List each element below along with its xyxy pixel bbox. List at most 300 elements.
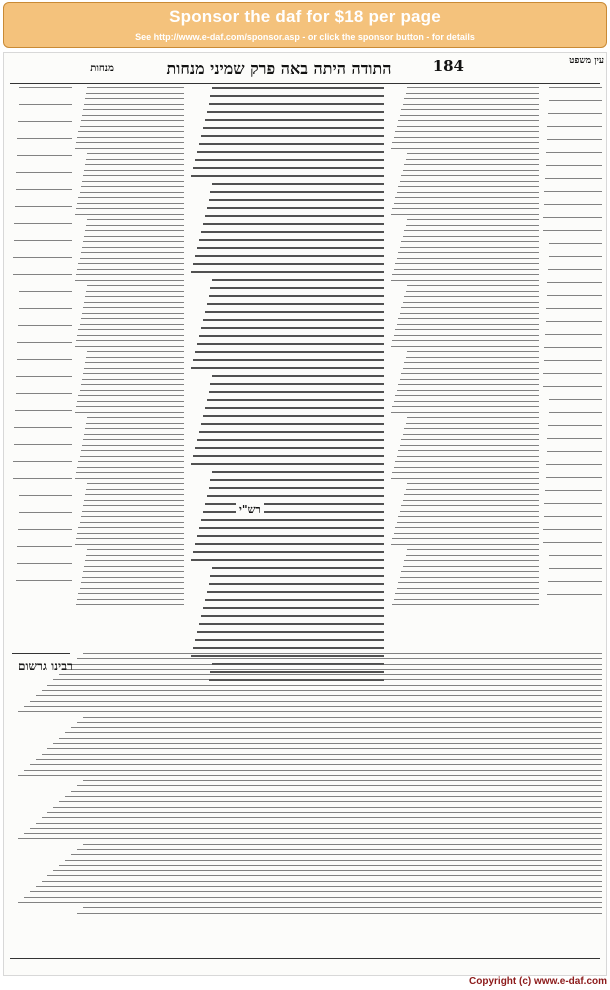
text-line: [18, 325, 72, 326]
text-line: [83, 653, 602, 654]
text-line: [47, 685, 602, 686]
text-line: [546, 464, 602, 465]
text-line: [77, 335, 184, 336]
text-line: [404, 230, 539, 231]
text-line: [400, 247, 540, 248]
text-line: [544, 516, 602, 517]
copyright-notice[interactable]: Copyright (c) www.e-daf.com: [469, 976, 607, 987]
text-line: [71, 791, 602, 792]
text-line: [394, 335, 540, 336]
text-line: [17, 138, 72, 139]
text-line: [81, 318, 184, 319]
text-line: [391, 214, 540, 215]
text-line: [397, 588, 540, 589]
tosafot-column: [74, 87, 184, 647]
text-line: [199, 623, 384, 625]
text-line: [24, 770, 602, 771]
text-line: [87, 549, 184, 550]
text-line: [75, 148, 184, 149]
text-line: [85, 230, 184, 231]
text-line: [78, 527, 184, 528]
text-line: [207, 399, 384, 401]
text-line: [84, 434, 184, 435]
text-line: [212, 567, 384, 569]
text-line: [201, 327, 384, 329]
text-line: [77, 269, 184, 270]
text-line: [546, 308, 602, 309]
text-line: [86, 291, 184, 292]
text-line: [17, 563, 72, 564]
text-line: [203, 127, 384, 129]
text-line: [210, 287, 384, 289]
text-line: [545, 178, 602, 179]
text-line: [197, 439, 384, 441]
text-line: [197, 631, 384, 633]
text-line: [80, 588, 185, 589]
text-line: [401, 373, 539, 374]
text-line: [191, 271, 384, 273]
text-line: [14, 444, 72, 445]
text-line: [398, 516, 539, 517]
text-line: [71, 854, 602, 855]
text-line: [78, 131, 184, 132]
text-line: [205, 119, 384, 121]
text-line: [201, 135, 384, 137]
text-line: [85, 362, 184, 363]
text-line: [30, 701, 602, 702]
text-line: [193, 647, 384, 649]
text-line: [77, 401, 184, 402]
text-line: [394, 533, 540, 534]
text-line: [84, 170, 184, 171]
text-line: [205, 311, 384, 313]
ein-mishpat-header: עין משפט: [569, 56, 604, 66]
text-line: [75, 544, 184, 545]
text-line: [406, 423, 540, 424]
text-line: [407, 87, 539, 88]
text-line: [394, 269, 540, 270]
margin-notes-column: [12, 87, 72, 687]
text-line: [401, 175, 539, 176]
text-line: [395, 395, 539, 396]
sponsor-subtitle[interactable]: See http://www.e-daf.com/sponsor.asp - or click the sponsor button - for details: [135, 32, 475, 42]
text-line: [209, 199, 385, 201]
text-line: [76, 274, 184, 275]
text-line: [85, 98, 184, 99]
text-line: [76, 538, 184, 539]
text-line: [30, 764, 602, 765]
text-line: [16, 172, 72, 173]
text-line: [65, 669, 602, 670]
text-line: [403, 434, 540, 435]
text-line: [201, 519, 384, 521]
text-line: [403, 302, 540, 303]
text-line: [403, 500, 540, 501]
text-line: [16, 376, 72, 377]
text-line: [549, 256, 602, 257]
rashi-column: [389, 87, 539, 647]
text-line: [392, 142, 539, 143]
text-line: [18, 775, 602, 776]
text-line: [212, 87, 384, 89]
text-line: [209, 103, 385, 105]
text-line: [199, 239, 384, 241]
text-line: [75, 346, 184, 347]
text-line: [78, 329, 184, 330]
text-line: [86, 423, 184, 424]
text-line: [407, 153, 539, 154]
text-line: [76, 208, 184, 209]
text-line: [394, 203, 540, 204]
text-line: [391, 478, 540, 479]
text-line: [77, 849, 602, 850]
text-line: [75, 478, 184, 479]
text-line: [407, 351, 539, 352]
text-line: [197, 151, 384, 153]
text-line: [84, 104, 184, 105]
text-line: [543, 386, 602, 387]
text-line: [87, 417, 184, 418]
text-line: [549, 399, 602, 400]
text-line: [201, 615, 384, 617]
text-line: [77, 533, 184, 534]
text-line: [71, 664, 602, 665]
text-line: [77, 203, 184, 204]
text-line: [391, 346, 540, 347]
text-line: [87, 153, 184, 154]
text-line: [193, 263, 384, 265]
text-line: [397, 390, 540, 391]
text-line: [17, 342, 72, 343]
text-line: [392, 208, 539, 209]
text-line: [212, 183, 384, 185]
text-line: [76, 472, 184, 473]
text-line: [53, 870, 602, 871]
text-line: [16, 580, 72, 581]
text-line: [212, 375, 384, 377]
text-line: [77, 913, 602, 914]
text-line: [87, 87, 184, 88]
text-line: [82, 115, 184, 116]
text-line: [397, 258, 540, 259]
text-line: [400, 445, 540, 446]
text-line: [549, 100, 602, 101]
text-line: [85, 428, 184, 429]
text-line: [195, 255, 384, 257]
text-line: [549, 87, 602, 88]
text-line: [549, 412, 602, 413]
text-line: [77, 658, 602, 659]
text-line: [191, 463, 384, 465]
text-line: [83, 241, 184, 242]
text-line: [83, 307, 184, 308]
text-line: [207, 207, 384, 209]
text-line: [82, 379, 184, 380]
text-line: [548, 113, 602, 114]
text-line: [549, 568, 602, 569]
text-line: [545, 490, 602, 491]
text-line: [84, 566, 184, 567]
text-line: [30, 828, 602, 829]
text-line: [391, 412, 540, 413]
text-line: [42, 817, 603, 818]
text-line: [209, 295, 385, 297]
text-line: [36, 886, 602, 887]
rashi-heading: רש"י: [236, 503, 264, 516]
text-line: [395, 527, 539, 528]
text-line: [404, 560, 539, 561]
text-line: [543, 217, 602, 218]
text-line: [87, 285, 184, 286]
text-line: [83, 109, 184, 110]
text-line: [207, 303, 384, 305]
text-line: [19, 512, 72, 513]
text-line: [13, 257, 72, 258]
text-line: [30, 891, 602, 892]
text-line: [75, 280, 184, 281]
text-line: [86, 93, 184, 94]
text-line: [75, 214, 184, 215]
text-line: [80, 390, 185, 391]
footer-divider: [10, 958, 600, 959]
text-line: [392, 538, 539, 539]
text-line: [400, 379, 540, 380]
text-line: [80, 192, 185, 193]
text-line: [83, 571, 184, 572]
text-line: [201, 231, 384, 233]
text-line: [83, 717, 602, 718]
text-line: [197, 535, 384, 537]
text-line: [398, 450, 539, 451]
text-line: [549, 555, 602, 556]
text-line: [401, 439, 539, 440]
text-line: [406, 357, 540, 358]
page-title: התודה היתה באה פרק שמיני מנחות: [166, 59, 392, 78]
text-line: [547, 282, 602, 283]
text-line: [543, 529, 602, 530]
text-line: [547, 126, 602, 127]
rabbeinu-gershom-heading: רבינו גרשום: [18, 659, 73, 673]
text-line: [77, 599, 184, 600]
text-line: [547, 139, 602, 140]
text-line: [544, 503, 602, 504]
text-line: [76, 340, 184, 341]
text-line: [59, 865, 602, 866]
text-line: [404, 494, 539, 495]
text-line: [395, 197, 539, 198]
text-line: [210, 479, 384, 481]
text-line: [543, 373, 602, 374]
text-line: [80, 522, 185, 523]
commentary-block: [12, 653, 602, 923]
text-line: [205, 407, 384, 409]
text-line: [53, 679, 602, 680]
text-line: [403, 104, 540, 105]
text-line: [203, 223, 384, 225]
text-line: [398, 120, 539, 121]
text-line: [195, 639, 384, 641]
text-line: [547, 295, 602, 296]
text-line: [548, 581, 602, 582]
text-line: [395, 593, 539, 594]
text-line: [407, 483, 539, 484]
text-line: [544, 360, 602, 361]
text-line: [13, 274, 72, 275]
text-line: [65, 860, 602, 861]
text-line: [195, 543, 384, 545]
text-line: [78, 197, 184, 198]
text-line: [81, 384, 184, 385]
text-line: [59, 738, 602, 739]
text-line: [47, 748, 602, 749]
text-line: [209, 391, 385, 393]
text-line: [81, 120, 184, 121]
text-line: [18, 529, 72, 530]
text-line: [397, 522, 540, 523]
text-line: [195, 159, 384, 161]
text-line: [392, 340, 539, 341]
text-line: [195, 351, 384, 353]
text-line: [86, 489, 184, 490]
sponsor-title[interactable]: Sponsor the daf for $18 per page: [169, 7, 441, 26]
text-line: [549, 243, 602, 244]
text-line: [392, 406, 539, 407]
ein-mishpat-column: [542, 87, 602, 687]
text-line: [392, 274, 539, 275]
text-line: [84, 368, 184, 369]
text-line: [391, 148, 540, 149]
text-line: [76, 604, 184, 605]
text-line: [400, 511, 540, 512]
text-line: [18, 838, 602, 839]
text-line: [548, 425, 602, 426]
text-line: [36, 695, 602, 696]
text-line: [205, 215, 384, 217]
text-line: [17, 359, 72, 360]
text-line: [76, 142, 184, 143]
text-line: [191, 175, 384, 177]
text-line: [195, 447, 384, 449]
text-line: [87, 351, 184, 352]
text-line: [59, 801, 602, 802]
text-line: [82, 247, 184, 248]
sponsor-banner[interactable]: [3, 2, 607, 48]
text-line: [85, 296, 184, 297]
text-line: [401, 241, 539, 242]
text-line: [394, 599, 540, 600]
text-line: [199, 143, 384, 145]
text-line: [13, 478, 72, 479]
text-line: [404, 164, 539, 165]
text-line: [81, 450, 184, 451]
text-line: [71, 727, 602, 728]
text-line: [391, 544, 540, 545]
text-line: [407, 549, 539, 550]
tractate-name: מנחות: [90, 63, 114, 74]
text-line: [14, 240, 72, 241]
text-line: [84, 236, 184, 237]
text-line: [47, 812, 602, 813]
text-line: [53, 807, 602, 808]
text-line: [15, 206, 72, 207]
text-line: [15, 410, 72, 411]
text-line: [24, 706, 602, 707]
text-line: [19, 291, 72, 292]
text-line: [86, 159, 184, 160]
text-line: [544, 347, 602, 348]
talmud-page-scan: [3, 52, 607, 976]
text-line: [398, 318, 539, 319]
text-line: [86, 225, 184, 226]
text-line: [84, 302, 184, 303]
text-line: [19, 104, 72, 105]
text-line: [82, 577, 184, 578]
text-line: [545, 334, 602, 335]
text-line: [14, 223, 72, 224]
text-line: [403, 566, 540, 567]
header-divider: [10, 83, 600, 84]
text-line: [544, 204, 602, 205]
text-line: [547, 594, 602, 595]
text-line: [17, 546, 72, 547]
text-line: [407, 285, 539, 286]
text-line: [42, 881, 603, 882]
text-line: [404, 98, 539, 99]
text-line: [59, 674, 602, 675]
text-line: [401, 505, 539, 506]
text-line: [42, 690, 603, 691]
text-line: [398, 186, 539, 187]
text-line: [84, 500, 184, 501]
text-line: [24, 897, 602, 898]
text-line: [83, 780, 602, 781]
text-line: [203, 319, 384, 321]
text-line: [397, 456, 540, 457]
text-line: [392, 604, 539, 605]
text-line: [78, 395, 184, 396]
text-line: [197, 343, 384, 345]
text-line: [395, 131, 539, 132]
text-line: [407, 219, 539, 220]
text-line: [76, 406, 184, 407]
text-line: [19, 495, 72, 496]
text-line: [406, 225, 540, 226]
text-line: [81, 516, 184, 517]
text-line: [201, 423, 384, 425]
text-line: [36, 759, 602, 760]
text-line: [19, 87, 72, 88]
text-line: [406, 489, 540, 490]
text-line: [85, 560, 184, 561]
text-line: [203, 607, 384, 609]
text-line: [77, 785, 602, 786]
text-line: [207, 591, 384, 593]
text-line: [394, 467, 540, 468]
text-line: [543, 230, 602, 231]
text-line: [406, 159, 540, 160]
text-line: [16, 189, 72, 190]
text-line: [209, 583, 385, 585]
text-line: [83, 439, 184, 440]
text-line: [77, 137, 184, 138]
text-line: [85, 164, 184, 165]
text-line: [210, 95, 384, 97]
text-line: [547, 438, 602, 439]
text-line: [400, 577, 540, 578]
text-line: [210, 191, 384, 193]
text-line: [82, 445, 184, 446]
text-line: [210, 383, 384, 385]
